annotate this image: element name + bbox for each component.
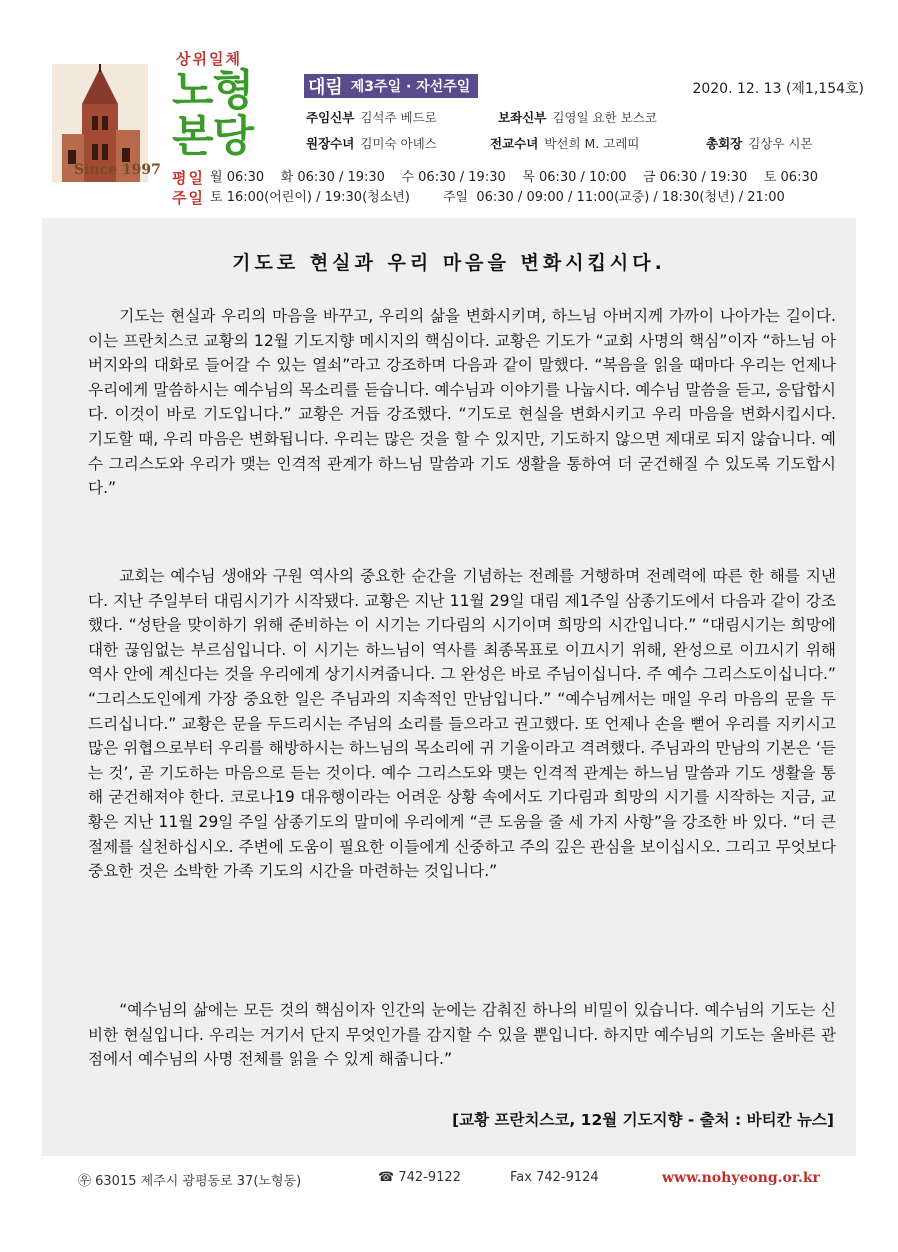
parish-name-line2: 본당 xyxy=(172,112,254,162)
sunday-schedule xyxy=(172,188,864,208)
weekday-label: 평일 xyxy=(172,169,205,187)
staff-name: 김상우 시몬 xyxy=(748,136,813,151)
season-week: 제3주일 · 자선주일 xyxy=(350,79,471,95)
footer xyxy=(42,1160,856,1200)
staff-role: 총회장 xyxy=(706,136,743,151)
footer-website-link[interactable]: www.nohyeong.or.kr xyxy=(662,1170,820,1186)
staff-row-1 xyxy=(306,108,437,126)
footer-phone: ☎ 742-9122 xyxy=(378,1170,461,1185)
bulletin-header xyxy=(42,40,864,230)
article-paragraph-1: 기도는 현실과 우리의 마음을 바꾸고, 우리의 삶을 변화시키며, 하느님 아버지께 가까이 나아가는 길이다. 이는 프란치스코 교황의 12월 기도지향 메시지의 핵심이다. 교황은 기도가 “교회 사명의 핵심”이자 “하느님 아버지와의 대화로 들어갈 수 있는 열쇠”라고 강조하며 다음과 같이 말했다. “복음을 읽을 때마다 우리는 언제나 우리에게 말씀하시는 예수님의 목소리를 듣습니다. 예수님과 이야기를 나눕시다. 예수님 말씀을 듣고, 응답합시다. 이것이 바로 기도입니다.” 교황은 거듭 강조했다. “기도로 현실을 변화시키고 우리 마음을 변화시킵시다. 기도할 때, 우리 마음은 변화됩니다. 우리는 많은 것을 할 수 있지만, 기도하지 않으면 제대로 되지 않습니다. 예수 그리스도와 우리가 맺는 인격적 관계가 하느님 말씀과 기도 생활을 통하여 더 굳건해질 수 있도록 기도합시다.” xyxy=(88,307,836,498)
article-panel xyxy=(42,218,856,1156)
staff-role: 보좌신부 xyxy=(498,110,547,125)
liturgical-season-badge xyxy=(304,74,478,98)
staff-name: 김미숙 아녜스 xyxy=(360,136,437,151)
season-name: 대림 xyxy=(308,77,343,98)
weekday-times: 월 06:30 화 06:30 / 19:30 수 06:30 / 19:30 목 06:30 / 10:00 금 06:30 / 19:30 토 06:30 xyxy=(210,170,819,185)
mass-schedule xyxy=(172,168,864,208)
staff-row-2c xyxy=(706,134,813,152)
staff-role: 원장수녀 xyxy=(306,136,355,151)
motto: 상위일체 xyxy=(176,50,242,68)
staff-row-2a xyxy=(306,134,437,152)
staff-name: 김영일 요한 보스코 xyxy=(552,110,657,125)
sunday-times: 토 16:00(어린이) / 19:30(청소년) 주일 06:30 / 09:00 / 11:00(교중) / 18:30(청년) / 21:00 xyxy=(210,190,785,205)
issue-date: 2020. 12. 13 (제1,154호) xyxy=(692,81,864,97)
parish-name-line1: 노형 xyxy=(172,66,254,116)
article-paragraph-2: 교회는 예수님 생애와 구원 역사의 중요한 순간을 기념하는 전례를 거행하며 전례력에 따른 한 해를 지낸다. 지난 주일부터 대림시기가 시작됐다. 교황은 지난 11월 29일 대림 제1주일 삼종기도에서 다음과 같이 강조했다. “성탄을 맞이하기 위해 준비하는 이 시기는 기다림의 시기이며 희망의 시간입니다.” “대림시기는 희망에 대한 끊임없는 부르심입니다. 이 시기는 하느님이 역사를 최종목표로 이끄시기 위해, 완성으로 이끄시기 위해 역사 안에 계신다는 것을 우리에게 상기시켜줍니다. 그 완성은 바로 주님이십니다. 주 예수 그리스도이십니다.” “그리스도인에게 가장 중요한 일은 주님과의 지속적인 만남입니다.” “예수님께서는 매일 우리 마음의 문을 두드리십니다.” 교황은 문을 두드리시는 주님의 소리를 들으라고 권고했다. 또 언제나 손을 뻗어 우리를 지키시고 많은 위협으로부터 우리를 해방하시는 하느님의 목소리에 귀 기울이라고 격려했다. 주님과의 만남의 기본은 ‘듣는 것’, 곧 기도하는 마음으로 듣는 것이다. 예수 그리스도와 맺는 인격적 관계는 하느님 말씀과 기도 생활을 통해 굳건해져야 한다. 코로나19 대유행이라는 어려운 상황 속에서도 기다림과 희망의 시기를 시작하는 지금, 교황은 지난 11월 29일 주일 삼종기도의 말미에 우리에게 “큰 도움을 줄 세 가지 사항”을 강조한 바 있다. “더 큰 절제를 실천하십시오. 주변에 도움이 필요한 이들에게 신중하고 주의 깊은 관심을 보이십시오. 그리고 무엇보다 중요한 것은 소박한 가족 기도의 시간을 마련하는 것입니다.” xyxy=(88,567,836,881)
sunday-label: 주일 xyxy=(172,189,205,207)
staff-row-2b xyxy=(490,134,639,152)
logo xyxy=(52,46,192,186)
article-title: 기도로 현실과 우리 마음을 변화시킵시다. xyxy=(232,252,666,274)
since-label: Since 1997 xyxy=(74,162,161,178)
footer-address: ㉾ 63015 제주시 광평동로 37(노형동) xyxy=(78,1174,302,1189)
weekday-schedule xyxy=(172,168,864,188)
staff-role: 전교수녀 xyxy=(490,136,539,151)
staff-name: 박선희 M. 고레띠 xyxy=(544,136,640,151)
staff-name: 김석주 베드로 xyxy=(360,110,437,125)
staff-role: 주임신부 xyxy=(306,110,355,125)
footer-fax: Fax 742-9124 xyxy=(510,1170,599,1185)
parish-name xyxy=(172,68,253,160)
article-source: [교황 프란치스코, 12월 기도지향 - 출처 : 바티칸 뉴스] xyxy=(452,1111,834,1129)
staff-row-1b xyxy=(498,108,657,126)
article-paragraph-3: “예수님의 삶에는 모든 것의 핵심이자 인간의 눈에는 감춰진 하나의 비밀이 있습니다. 예수님의 기도는 신비한 현실입니다. 우리는 거기서 단지 무엇인가를 감지할 수 있을 뿐입니다. 하지만 예수님의 기도는 올바른 관점에서 예수님의 사명 전체를 읽을 수 있게 해줍니다.” xyxy=(88,1001,836,1069)
